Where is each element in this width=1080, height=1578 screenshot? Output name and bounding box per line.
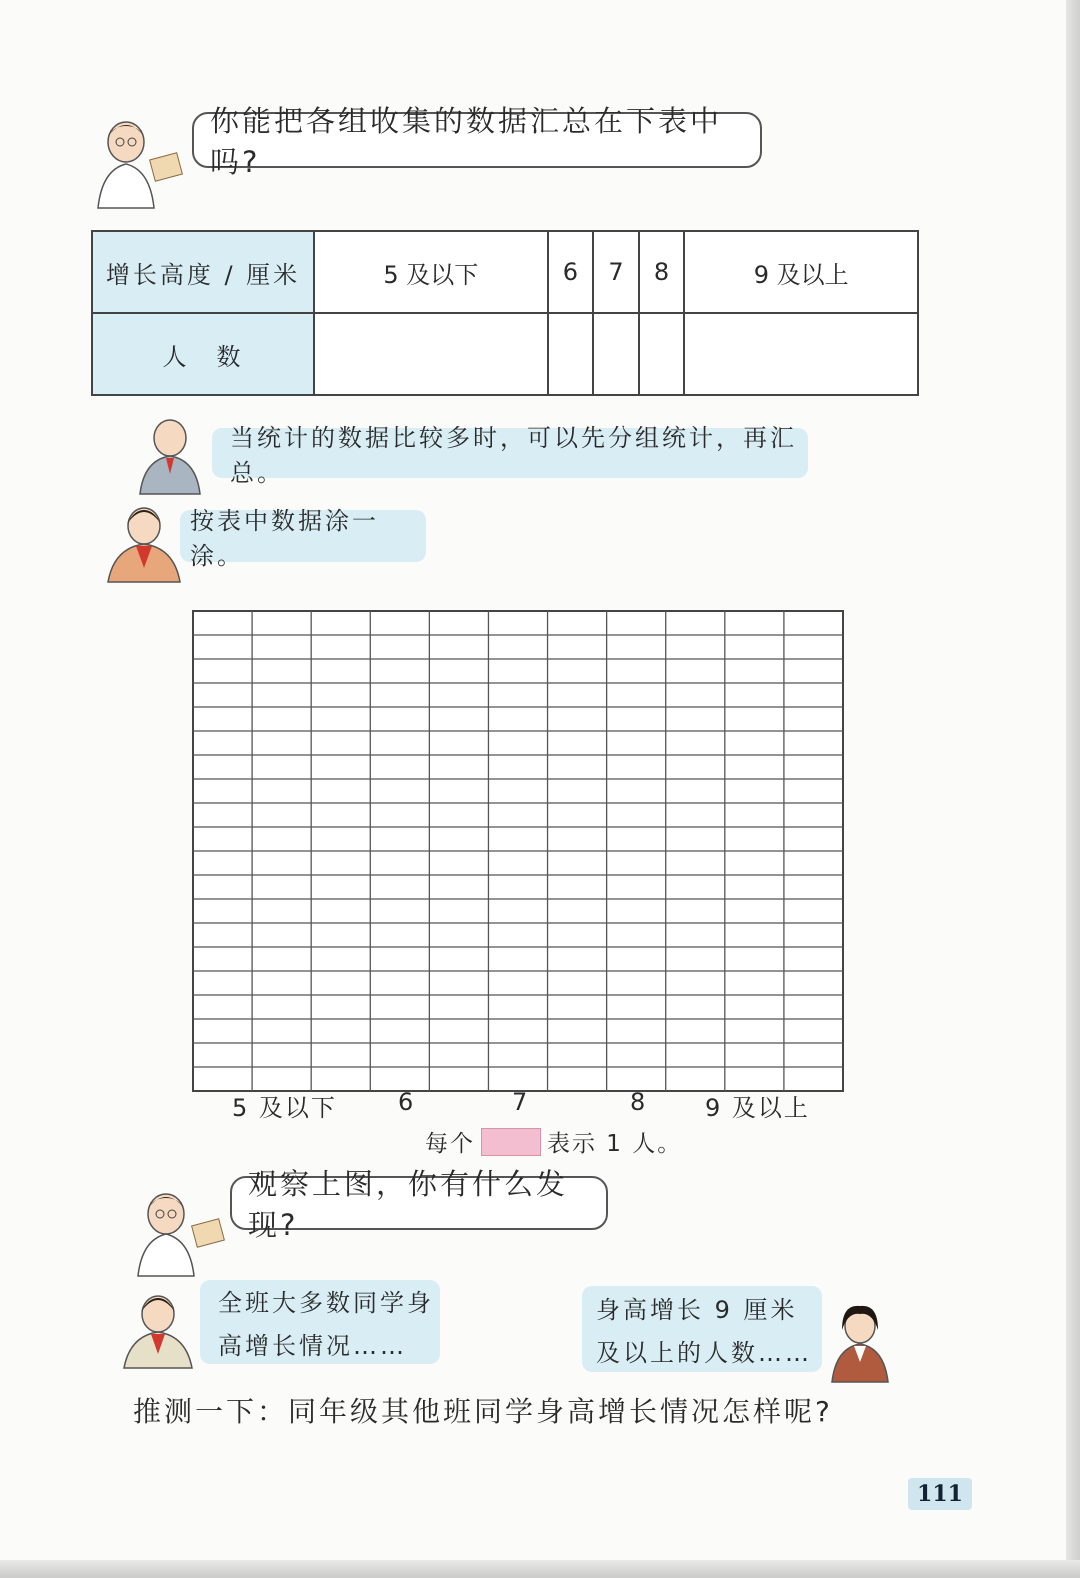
right-comment-box — [582, 1286, 822, 1372]
table-col-header: 8 — [639, 231, 685, 313]
teacher-speech-bubble-1 — [192, 104, 762, 179]
table-count-cell[interactable] — [639, 313, 685, 395]
teacher-speech-bubble-2 — [230, 1167, 608, 1242]
girl-student-illustration — [826, 1302, 892, 1384]
boy-illustration — [128, 414, 214, 496]
x-tick-label: 9 及以上 — [705, 1094, 810, 1122]
x-tick-label: 6 — [398, 1088, 416, 1116]
table-header-height: 增长高度 / 厘米 — [92, 231, 314, 313]
table-count-cell[interactable] — [548, 313, 594, 395]
table-col-header: 6 — [548, 231, 594, 313]
teacher-prompt-text-1: 你能把各组收集的数据汇总在下表中吗? — [210, 104, 723, 179]
page-edge-shadow — [1066, 0, 1080, 1578]
table-header-count: 人 数 — [92, 313, 314, 395]
left-comment-box — [200, 1280, 440, 1364]
page-bottom-shadow — [0, 1560, 1080, 1578]
coloring-grid — [192, 610, 844, 1096]
x-tick-label: 5 及以下 — [232, 1094, 337, 1122]
table-count-cell[interactable] — [593, 313, 639, 395]
boy-tip-box — [212, 424, 808, 487]
x-tick-label: 7 — [512, 1088, 530, 1116]
left-comment-line: 高增长情况…… — [218, 1332, 407, 1360]
girl-instruction-text: 按表中数据涂一涂。 — [190, 507, 379, 570]
table-row-counts — [92, 313, 918, 395]
table-col-header: 9 及以上 — [684, 231, 918, 313]
x-tick-label: 8 — [630, 1088, 648, 1116]
girl-instruction-box — [180, 507, 426, 570]
table-col-header: 7 — [593, 231, 639, 313]
legend-swatch — [481, 1128, 541, 1156]
girl-student-illustration — [118, 1290, 202, 1370]
boy-tip-text: 当统计的数据比较多时，可以先分组统计，再汇总。 — [230, 424, 797, 487]
left-comment-line: 全班大多数同学身 — [218, 1289, 434, 1317]
table-count-cell[interactable] — [314, 313, 548, 395]
table-count-cell[interactable] — [684, 313, 918, 395]
inference-question: 推测一下：同年级其他班同学身高增长情况怎样呢? — [133, 1395, 833, 1428]
teacher-prompt-text-2: 观察上图，你有什么发现? — [248, 1167, 569, 1242]
legend-prefix: 每个 — [425, 1131, 475, 1157]
teacher-with-book-illustration — [128, 1186, 238, 1278]
table-row-heights — [92, 231, 918, 313]
legend-suffix: 表示 1 人。 — [547, 1131, 683, 1157]
table-col-header: 5 及以下 — [314, 231, 548, 313]
right-comment-line: 及以上的人数…… — [596, 1339, 812, 1367]
right-comment-line: 身高增长 9 厘米 — [596, 1296, 798, 1324]
grid-svg — [192, 610, 844, 1092]
teacher-with-book-illustration — [88, 112, 198, 212]
grid-legend — [425, 1125, 682, 1158]
girl-with-scarf-illustration — [102, 502, 188, 584]
summary-table — [91, 230, 919, 396]
page-number: 111 — [908, 1478, 972, 1510]
